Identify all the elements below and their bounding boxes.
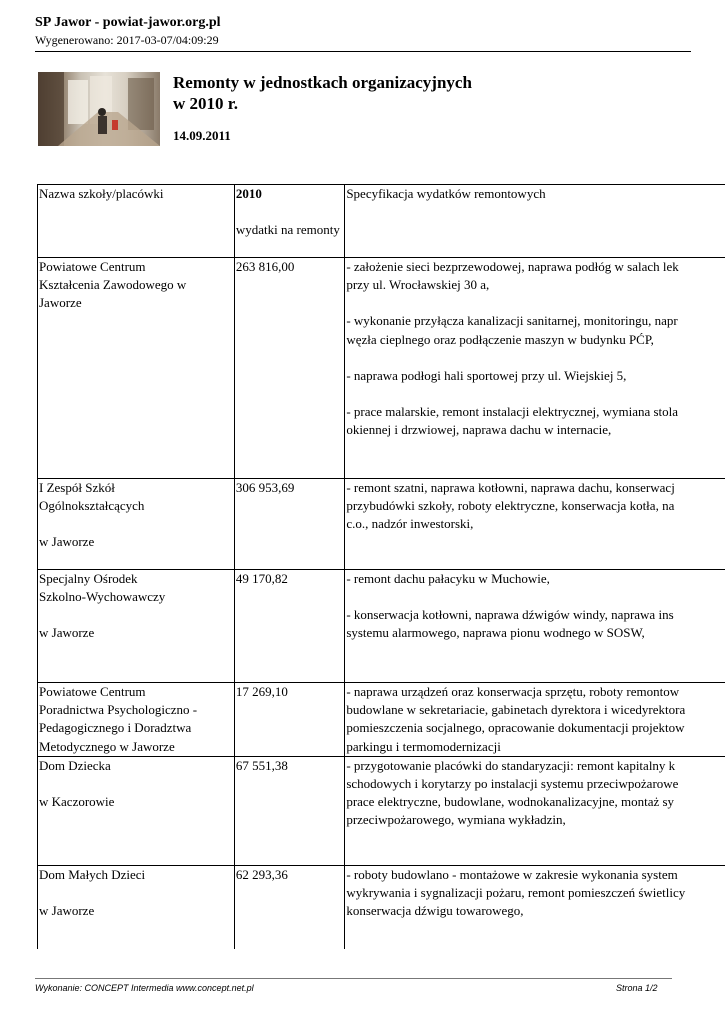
spec-line: - roboty budowlano - montażowe w zakresie wykonania system	[346, 866, 678, 882]
school-name-line: Pedagogicznego i Doradztwa	[39, 720, 192, 736]
table-row	[38, 479, 725, 570]
spec-line: - konserwacja kotłowni, naprawa dźwigów windy, naprawa ins	[346, 607, 674, 623]
school-name-cell	[38, 865, 235, 949]
spec-line: schodowych i korytarzy po instalacji systemu przeciwpożarowe	[346, 776, 679, 792]
school-name-line	[39, 884, 233, 902]
school-name-line: Kształcenia Zawodowego w	[39, 277, 187, 293]
amount-cell: 263 816,00	[234, 258, 344, 479]
school-name-line	[39, 775, 233, 793]
school-name-line: Metodycznego w Jaworze	[39, 738, 175, 754]
school-name-cell	[38, 756, 235, 865]
school-name-line: w Jaworze	[39, 625, 95, 641]
spec-cell	[345, 683, 725, 757]
spec-line: - naprawa urządzeń oraz konserwacja sprzętu, roboty remontow	[346, 684, 680, 699]
spec-paragraph	[346, 866, 725, 921]
spec-paragraph	[346, 479, 725, 534]
school-name-line: w Kaczorowie	[39, 794, 115, 810]
article-title-line-2: w 2010 r.	[173, 94, 239, 113]
amount-cell: 49 170,82	[234, 570, 344, 683]
table-row	[38, 865, 725, 949]
spec-line: - remont dachu pałacyku w Muchowie,	[346, 571, 550, 586]
school-name-line: Powiatowe Centrum	[39, 259, 146, 274]
article-title-line-1: Remonty w jednostkach organizacyjnych	[173, 73, 472, 92]
spec-line: - prace malarskie, remont instalacji elektrycznej, wymiana stola	[346, 404, 679, 420]
spec-line: konserwacja dźwigu towarowego,	[346, 903, 524, 919]
spec-line: c.o., nadzór inwestorski,	[346, 516, 474, 532]
school-name-cell	[38, 258, 235, 479]
school-name-line: I Zespół Szkół	[39, 480, 115, 495]
spec-cell	[345, 756, 725, 865]
school-name-line: Poradnictwa Psychologiczno -	[39, 702, 198, 718]
header-divider	[35, 51, 691, 52]
spec-paragraph	[346, 312, 725, 348]
spec-line: - przygotowanie placówki do standaryzacji: remont kapitalny k	[346, 757, 676, 773]
column-header-spec: Specyfikacja wydatków remontowych	[345, 185, 725, 258]
spec-line: przy ul. Wrocławskiej 30 a,	[346, 277, 490, 293]
site-title: SP Jawor - powiat-jawor.org.pl	[35, 15, 221, 30]
spec-line: wykrywania i sygnalizacji pożaru, remont pomieszczeń świetlicy	[346, 885, 686, 901]
school-name-line: Dom Małych Dzieci	[39, 866, 146, 882]
year-label: 2010	[235, 186, 262, 201]
spec-line: - założenie sieci bezprzewodowej, naprawa podłóg w salach lek	[346, 259, 679, 274]
spec-paragraph	[346, 683, 725, 756]
spec-line: systemu alarmowego, naprawa pionu wodnego w SOSW,	[346, 625, 645, 641]
school-name-cell	[38, 683, 235, 757]
spec-paragraph	[346, 757, 725, 830]
school-name-line: Ogólnokształcących	[39, 498, 145, 514]
column-header-year	[234, 185, 344, 258]
generated-timestamp: Wygenerowano: 2017-03-07/04:09:29	[35, 33, 219, 47]
spec-line: przybudówki szkoły, roboty elektryczne, konserwacja kotła, na	[346, 498, 675, 514]
spec-cell	[345, 479, 725, 570]
school-name-line: Powiatowe Centrum	[39, 684, 146, 699]
table-row	[38, 570, 725, 683]
site-header	[35, 14, 221, 48]
spec-paragraph	[346, 367, 725, 385]
amount-cell: 67 551,38	[234, 756, 344, 865]
spec-line: - remont szatni, naprawa kotłowni, naprawa dachu, konserwacj	[346, 480, 675, 495]
repairs-table	[37, 184, 725, 949]
table-row	[38, 258, 725, 479]
school-name-line	[39, 606, 233, 624]
spec-line: węzła cieplnego oraz podłączenie maszyn w budynku PĆP,	[346, 331, 654, 347]
school-name-line: w Jaworze	[39, 903, 95, 919]
amount-cell: 306 953,69	[234, 479, 344, 570]
spec-paragraph	[346, 570, 725, 588]
spec-line: - naprawa podłogi hali sportowej przy ul. Wiejskiej 5,	[346, 367, 627, 383]
school-name-line: Dom Dziecka	[39, 757, 111, 773]
table-row	[38, 756, 725, 865]
footer-page-number: Strona 1/2	[616, 983, 658, 993]
spec-cell	[345, 570, 725, 683]
school-name-line: w Jaworze	[39, 534, 95, 550]
article-date: 14.09.2011	[173, 128, 231, 143]
spec-cell	[345, 258, 725, 479]
school-name-line: Szkolno-Wychowawczy	[39, 589, 166, 605]
article-thumbnail	[38, 72, 160, 146]
column-header-name: Nazwa szkoły/placówki	[38, 185, 235, 258]
footer-divider	[35, 978, 672, 979]
spec-line: pomieszczenia socjalnego, opracowanie dokumentacji projektow	[346, 720, 685, 736]
spec-cell	[345, 865, 725, 949]
school-name-line	[39, 515, 233, 533]
spec-line: - wykonanie przyłącza kanalizacji sanitarnej, monitoringu, napr	[346, 313, 678, 329]
school-name-cell	[38, 479, 235, 570]
spec-paragraph	[346, 258, 725, 294]
school-name-line: Jaworze	[39, 295, 82, 311]
school-name-line: Specjalny Ośrodek	[39, 571, 138, 586]
spec-paragraph	[346, 403, 725, 439]
table-row	[38, 683, 725, 757]
footer-credit: Wykonanie: CONCEPT Intermedia www.concept.net.pl	[35, 983, 254, 993]
spec-line: budowlane w sekretariacie, gabinetach dyrektora i wicedyrektora	[346, 702, 686, 718]
year-sublabel: wydatki na remonty	[235, 222, 340, 238]
spec-paragraph	[346, 606, 725, 642]
amount-cell: 62 293,36	[234, 865, 344, 949]
spec-line: prace elektryczne, budowlane, wodnokanalizacyjne, montaż sy	[346, 794, 675, 810]
school-name-cell	[38, 570, 235, 683]
article-title	[173, 72, 472, 114]
amount-cell: 17 269,10	[234, 683, 344, 757]
spec-line: parkingu i termomodernizacji	[346, 738, 501, 754]
spec-line: okiennej i drzwiowej, naprawa dachu w internacie,	[346, 422, 612, 438]
spec-line: przeciwpożarowego, wymiana wykładzin,	[346, 812, 566, 828]
